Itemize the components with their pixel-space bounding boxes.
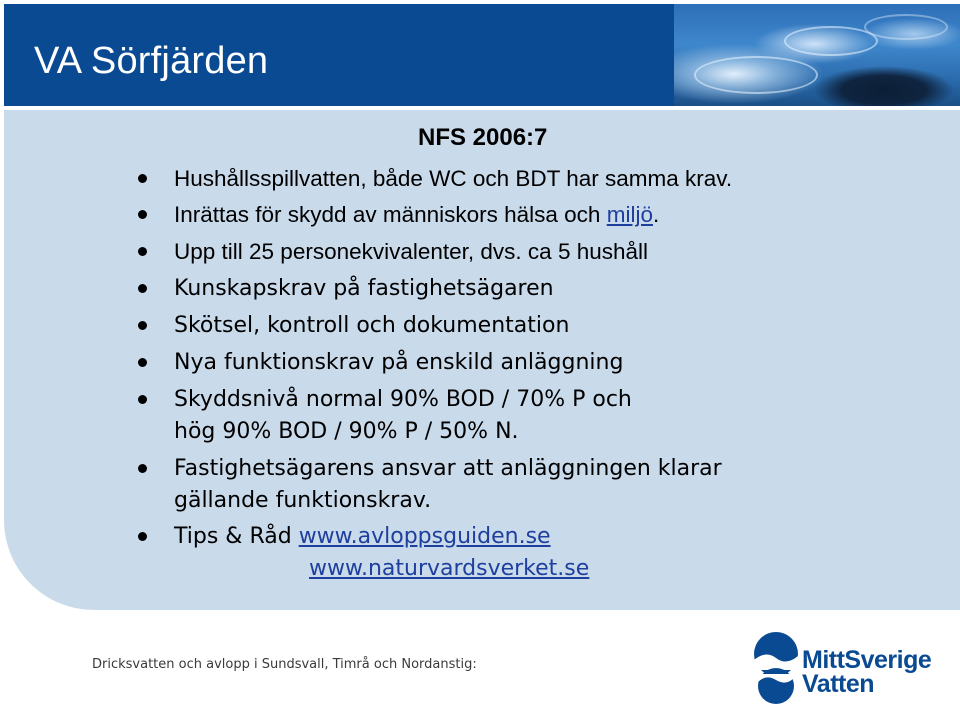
footer-text: Dricksvatten och avlopp i Sundsvall, Timrå och Nordanstig: [92, 657, 477, 672]
tips-label: Tips & Råd [174, 524, 299, 549]
bullet-dot [138, 532, 147, 541]
avloppsguiden-link[interactable]: www.avloppsguiden.se [298, 524, 551, 549]
bullet-text: Kunskapskrav på fastighetsägaren [174, 276, 554, 301]
bullet-text-line2: gällande funktionskrav. [174, 488, 432, 513]
bullet-text: Nya funktionskrav på enskild anläggning [174, 350, 624, 375]
logo-text-line2: Vatten [802, 670, 875, 698]
naturvardsverket-line [309, 553, 589, 584]
water-ripple [694, 56, 818, 94]
bullet-text: Skötsel, kontroll och dokumentation [174, 313, 570, 338]
bullet-text-line1: Skyddsnivå normal 90% BOD / 70% P och [174, 387, 632, 412]
bullet-dot [138, 247, 147, 256]
bullet-dot [138, 464, 147, 473]
mittsverige-vatten-logo [752, 630, 952, 706]
bullet-dot [138, 174, 147, 183]
bullet-text-line1: Fastighetsägarens ansvar att anläggningen klarar [174, 456, 722, 481]
bullet-text: Upp till 25 personekvivalenter, dvs. ca 5 hushåll [174, 239, 649, 264]
bullet-text-line2: hög 90% BOD / 90% P / 50% N. [174, 419, 519, 444]
water-ripple [864, 14, 948, 40]
bullet-dot [138, 284, 147, 293]
logo-drop-icon [752, 630, 800, 706]
miljo-link[interactable]: miljö [606, 202, 653, 227]
bullet-dot [138, 210, 147, 219]
bullet-dot [138, 358, 147, 367]
bullet-text: Hushållsspillvatten, både WC och BDT har samma krav. [174, 166, 733, 191]
naturvardsverket-link[interactable]: www.naturvardsverket.se [309, 556, 590, 581]
bullet-dot [138, 395, 147, 404]
bullet-text-part: . [652, 202, 660, 227]
logo-text-line1: MittSverige [802, 646, 932, 674]
slide-subtitle: NFS 2006:7 [418, 124, 548, 151]
water-ripple [784, 26, 878, 56]
water-splash-image [674, 4, 960, 106]
bullet-text-part: Inrättas för skydd av människors hälsa och [174, 202, 607, 227]
bullet-text [174, 199, 659, 230]
slide-title: VA Sörfjärden [34, 40, 269, 82]
bullet-text [174, 521, 551, 552]
bullet-dot [138, 321, 147, 330]
